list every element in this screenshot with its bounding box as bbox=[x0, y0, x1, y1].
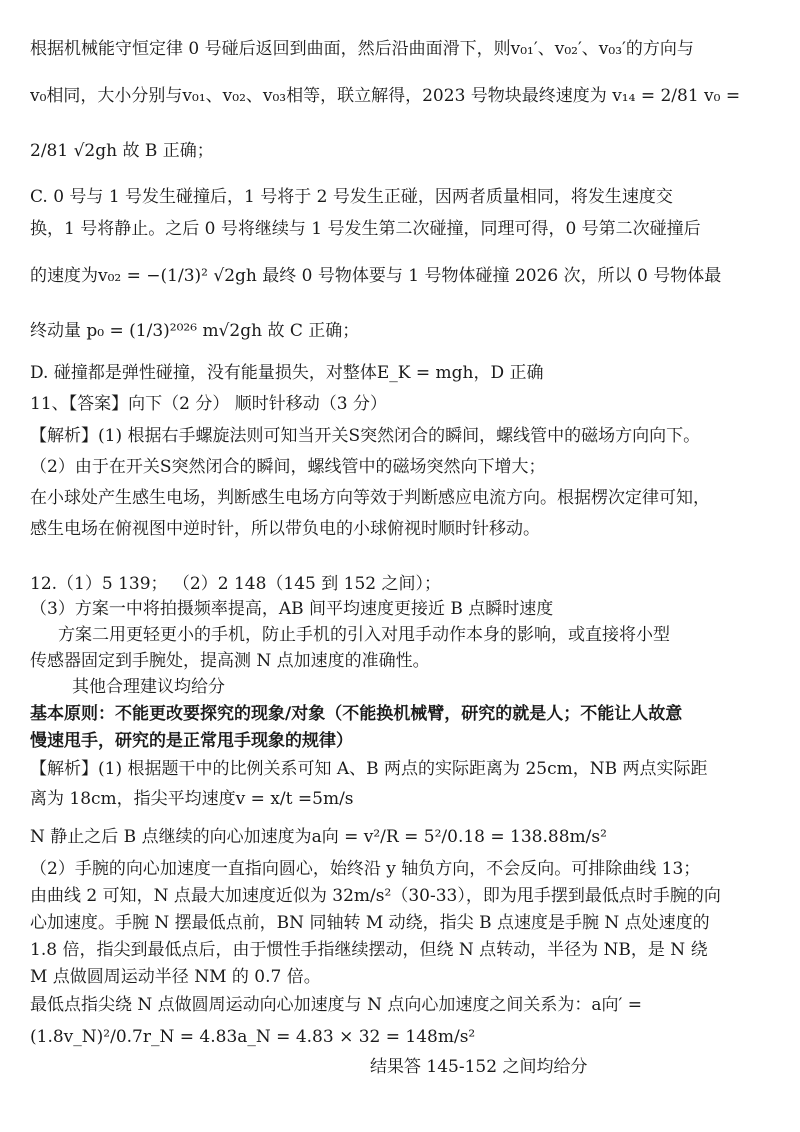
text-line: 在小球处产生感生电场，判断感生电场方向等效于判断感应电流方向。根据楞次定律可知， bbox=[30, 488, 710, 508]
text-line: 【解析】(1) 根据右手螺旋法则可知当开关S突然闭合的瞬间，螺线管中的磁场方向向下。 bbox=[30, 426, 701, 446]
text-line: 由曲线 2 可知，N 点最大加速度近似为 32m/s²（30-33），即为甩手摆到最低点时手腕的向 bbox=[30, 886, 721, 906]
principle-line: 慢速甩手，研究的是正常甩手现象的规律） bbox=[30, 731, 353, 751]
text-line: 传感器固定到手腕处，提高测 N 点加速度的准确性。 bbox=[30, 651, 430, 671]
text-line: 其他合理建议均给分 bbox=[72, 677, 225, 697]
text-line: 离为 18cm，指尖平均速度v = x/t =5m/s bbox=[30, 789, 354, 809]
text-line: M 点做圆周运动半径 NM 的 0.7 倍。 bbox=[30, 967, 321, 987]
text-line: 感生电场在俯视图中逆时针，所以带负电的小球俯视时顺时针移动。 bbox=[30, 519, 540, 539]
text-line: 方案二用更轻更小的手机，防止手机的引入对甩手动作本身的影响，或直接将小型 bbox=[58, 625, 670, 645]
text-line: 换，1 号将静止。之后 0 号将继续与 1 号发生第二次碰撞，同理可得，0 号第二次碰撞后 bbox=[30, 219, 701, 239]
text-line: （2）手腕的向心加速度一直指向圆心，始终沿 y 轴负方向，不会反向。可排除曲线 13； bbox=[30, 859, 701, 879]
text-line: 心加速度。手腕 N 摆最低点前，BN 同轴转 M 动绕，指尖 B 点速度是手腕 N 点处速度的 bbox=[30, 913, 710, 933]
text-line: 1.8 倍，指尖到最低点后，由于惯性手指继续摆动，但绕 N 点转动，半径为 NB，是 N 绕 bbox=[30, 940, 708, 960]
text-line: 【解析】(1) 根据题干中的比例关系可知 A、B 两点的实际距离为 25cm，NB 两点实际距 bbox=[30, 759, 708, 779]
text-line: 2/81 √2gh 故 B 正确； bbox=[30, 141, 214, 161]
text-line: 根据机械能守恒定律 0 号碰后返回到曲面，然后沿曲面滑下，则v₀₁′、v₀₂′、v₀₃′的方向与 bbox=[30, 39, 694, 59]
text-line: (1.8v_N)²/0.7r_N = 4.83a_N = 4.83 × 32 = 148m/s² bbox=[30, 1027, 476, 1047]
text-line: v₀相同，大小分别与v₀₁、v₀₂、v₀₃相等，联立解得，2023 号物块最终速度为 v₁₄ = 2/81 v₀ = bbox=[30, 86, 741, 106]
text-line: D. 碰撞都是弹性碰撞，没有能量损失，对整体E_K = mgh，D 正确 bbox=[30, 363, 544, 383]
principle-line: 基本原则：不能更改要探究的现象/对象（不能换机械臂，研究的就是人；不能让人故意 bbox=[30, 704, 683, 724]
text-line: C. 0 号与 1 号发生碰撞后，1 号将于 2 号发生正碰，因两者质量相同，将发生速度交 bbox=[30, 187, 673, 207]
answer-12-heading: 12.（1）5 139； （2）2 148（145 到 152 之间）； bbox=[30, 574, 442, 594]
answer-11-heading: 11、【答案】向下（2 分） 顺时针移动（3 分） bbox=[30, 394, 387, 414]
grading-note: 结果答 145-152 之间均给分 bbox=[370, 1057, 588, 1077]
text-line: 终动量 p₀ = (1/3)²⁰²⁶ m√2gh 故 C 正确； bbox=[30, 321, 360, 341]
text-line: （2）由于在开关S突然闭合的瞬间，螺线管中的磁场突然向下增大； bbox=[30, 457, 546, 477]
text-line: （3）方案一中将拍摄频率提高，AB 间平均速度更接近 B 点瞬时速度 bbox=[30, 599, 554, 619]
text-line: 最低点指尖绕 N 点做圆周运动向心加速度与 N 点向心加速度之间关系为：a向′ = bbox=[30, 995, 643, 1015]
text-line: 的速度为v₀₂ = −(1/3)² √2gh 最终 0 号物体要与 1 号物体碰撞 2026 次，所以 0 号物体最 bbox=[30, 266, 722, 286]
text-line: N 静止之后 B 点继续的向心加速度为a向 = v²/R = 5²/0.18 = 138.88m/s² bbox=[30, 827, 607, 847]
